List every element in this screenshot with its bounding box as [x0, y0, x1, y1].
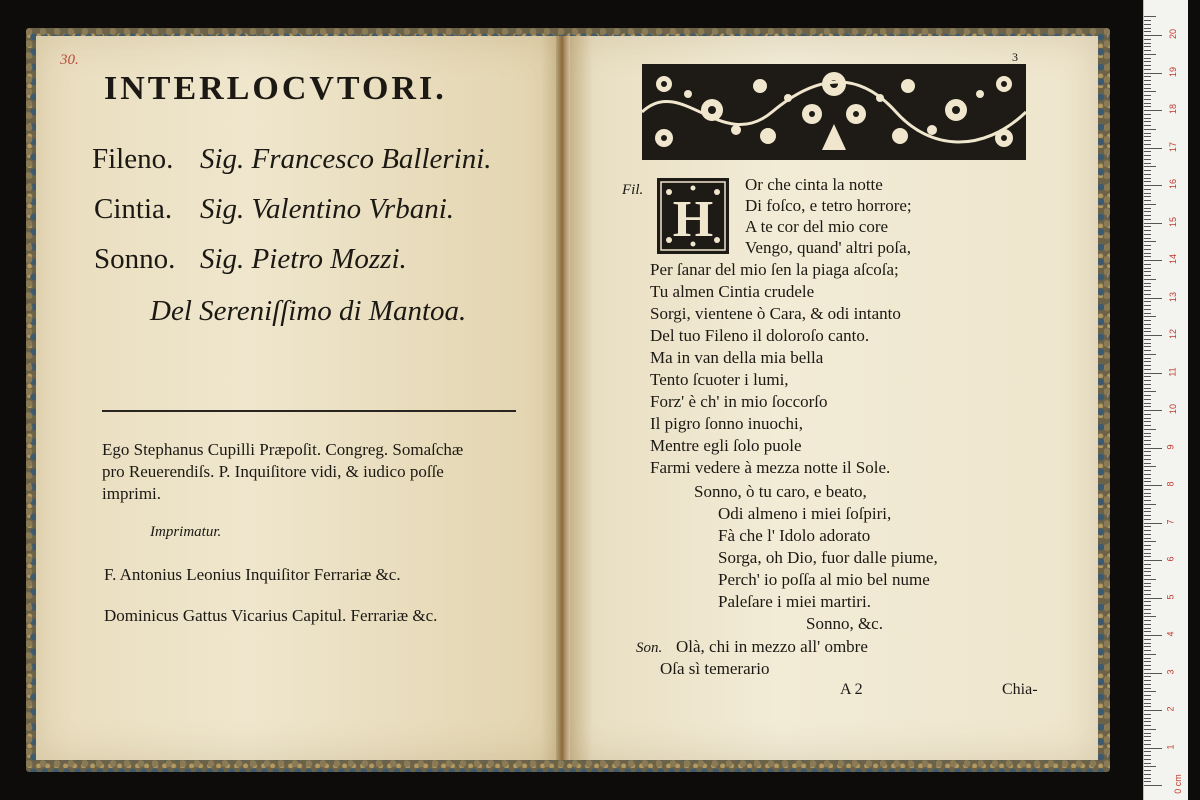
ruler-tick: [1144, 481, 1151, 482]
ruler-tick: [1144, 76, 1151, 77]
ruler-tick: [1144, 163, 1151, 164]
ruler-tick: [1144, 759, 1151, 760]
ruler-tick: [1144, 616, 1156, 617]
ruler-tick: [1144, 69, 1151, 70]
verse-line: Sorgi, vientene ò Cara, & odi intanto: [650, 304, 901, 323]
ruler-tick: [1144, 556, 1151, 557]
ruler-tick: [1144, 710, 1162, 711]
ruler-tick: [1144, 365, 1151, 366]
ruler-tick: [1144, 534, 1151, 535]
ruler-tick: [1144, 204, 1156, 205]
ruler-tick: [1144, 245, 1151, 246]
ruler-tick: [1144, 583, 1151, 584]
ruler-tick: [1144, 253, 1151, 254]
ruler-tick: [1144, 601, 1151, 602]
verse-line: Forz' è ch' in mio ſoccorſo: [650, 392, 828, 411]
ruler-tick: [1144, 264, 1151, 265]
ruler-tick: [1144, 594, 1151, 595]
ruler-tick: [1144, 159, 1151, 160]
ruler-number: 12: [1168, 328, 1179, 340]
ruler-tick: [1144, 84, 1151, 85]
ruler-tick: [1144, 290, 1151, 291]
ruler-tick: [1144, 46, 1151, 47]
ruler-tick: [1144, 114, 1151, 115]
ruler-tick: [1144, 751, 1151, 752]
ruler-tick: [1144, 478, 1151, 479]
ruler-tick: [1144, 166, 1156, 167]
ruler-number: 14: [1168, 253, 1179, 265]
ruler-tick: [1144, 391, 1156, 392]
woodcut-ornament-headpiece: [642, 64, 1026, 160]
ruler-tick: [1144, 470, 1151, 471]
ruler-tick: [1144, 313, 1151, 314]
svg-text:H: H: [672, 191, 714, 248]
ruler-tick: [1144, 129, 1156, 130]
ruler-tick: [1144, 646, 1151, 647]
ruler-tick: [1144, 706, 1151, 707]
ruler-tick: [1144, 226, 1151, 227]
verse-line: Olà, chi in mezzo all' ombre: [676, 637, 868, 656]
ruler-tick: [1144, 24, 1151, 25]
ruler-tick: [1144, 54, 1156, 55]
ruler-tick: [1144, 598, 1162, 599]
ruler-tick: [1144, 328, 1151, 329]
ruler-tick: [1144, 729, 1156, 730]
ruler-tick: [1144, 695, 1151, 696]
ruler-tick: [1144, 466, 1156, 467]
ruler-tick: [1144, 309, 1151, 310]
ruler-tick: [1144, 43, 1151, 44]
ruler-tick: [1144, 568, 1151, 569]
ruler-tick: [1144, 691, 1156, 692]
ruler-tick: [1144, 433, 1151, 434]
verse-line: A te cor del mio core: [745, 217, 889, 236]
speaker-fileno: Fil.: [622, 182, 644, 198]
ruler-tick: [1144, 721, 1151, 722]
ruler-tick: [1144, 140, 1151, 141]
verse-line: Sorga, oh Dio, fuor dalle piume,: [718, 548, 938, 567]
ruler-tick: [1144, 106, 1151, 107]
ruler-tick: [1144, 628, 1151, 629]
ruler-tick: [1144, 103, 1151, 104]
ruler-tick: [1144, 260, 1162, 261]
ruler-tick: [1144, 425, 1151, 426]
ruler-tick: [1144, 748, 1162, 749]
ruler-tick: [1144, 763, 1151, 764]
measurement-ruler: [1143, 0, 1188, 800]
catchword: Chia-: [1002, 681, 1038, 698]
ruler-tick: [1144, 579, 1156, 580]
ruler-tick: [1144, 234, 1151, 235]
ruler-tick: [1144, 571, 1151, 572]
ruler-tick: [1144, 211, 1151, 212]
ruler-tick: [1144, 515, 1151, 516]
ruler-tick: [1144, 174, 1151, 175]
ruler-tick: [1144, 301, 1151, 302]
ruler-tick: [1144, 676, 1151, 677]
ruler-tick: [1144, 541, 1156, 542]
ruler-tick: [1144, 95, 1151, 96]
cast-role-sonno: Sonno.: [94, 243, 176, 275]
cast-actor-sonno: Sig. Pietro Mozzi.: [200, 243, 407, 275]
ruler-tick: [1144, 361, 1151, 362]
cast-heading: INTERLOCVTORI.: [104, 70, 447, 107]
ruler-tick: [1144, 125, 1151, 126]
ruler-tick: [1144, 20, 1151, 21]
ruler-tick: [1144, 511, 1151, 512]
separator-rule: [102, 410, 516, 412]
ruler-tick: [1144, 118, 1151, 119]
ruler-tick: [1144, 271, 1151, 272]
imprimatur-line-3: imprimi.: [102, 484, 162, 503]
ruler-tick: [1144, 736, 1151, 737]
ruler-tick: [1144, 654, 1156, 655]
ruler-number: 10: [1168, 403, 1179, 415]
ruler-tick: [1144, 61, 1151, 62]
ruler-tick: [1144, 39, 1151, 40]
signature-inquisitor: F. Antonius Leonius Inquiſitor Ferrariæ &c.: [104, 565, 401, 584]
ruler-tick: [1144, 320, 1151, 321]
ruler-number: 20: [1168, 28, 1179, 40]
ruler-tick: [1144, 249, 1151, 250]
verse-line: Odi almeno i miei ſoſpiri,: [718, 504, 892, 523]
book-gutter: [556, 36, 570, 760]
verse-line: Tento ſcuoter i lumi,: [650, 370, 789, 389]
ruler-tick: [1144, 733, 1151, 734]
ruler-tick: [1144, 331, 1151, 332]
imprimatur-label: Imprimatur.: [150, 524, 222, 540]
ruler-tick: [1144, 99, 1151, 100]
ruler-number: 0 cm: [1172, 774, 1183, 794]
ruler-tick: [1144, 388, 1151, 389]
ruler-number: 13: [1168, 291, 1179, 302]
ruler-tick: [1144, 620, 1151, 621]
ruler-tick: [1144, 380, 1151, 381]
ruler-tick: [1144, 688, 1151, 689]
ruler-tick: [1144, 373, 1162, 374]
ruler-tick: [1144, 575, 1151, 576]
ruler-tick: [1144, 399, 1151, 400]
ruler-tick: [1144, 785, 1162, 786]
ruler-tick: [1144, 560, 1162, 561]
cast-actor-fileno: Sig. Francesco Ballerini.: [200, 143, 492, 175]
ruler-tick: [1144, 493, 1151, 494]
ruler-tick: [1144, 669, 1151, 670]
verse-line: Mentre egli ſolo puole: [650, 436, 802, 455]
ruler-tick: [1144, 283, 1151, 284]
ruler-number: 11: [1167, 366, 1178, 377]
ruler-tick: [1144, 343, 1151, 344]
ruler-tick: [1144, 605, 1151, 606]
ruler-tick: [1144, 268, 1151, 269]
ruler-tick: [1144, 28, 1151, 29]
ruler-tick: [1144, 586, 1151, 587]
ruler-tick: [1144, 496, 1151, 497]
ruler-tick: [1144, 530, 1151, 531]
ruler-tick: [1144, 418, 1151, 419]
ruler-tick: [1144, 91, 1156, 92]
ruler-tick: [1144, 414, 1151, 415]
ruler-tick: [1144, 744, 1151, 745]
ruler-tick: [1144, 714, 1151, 715]
ruler-tick: [1144, 766, 1156, 767]
ruler-tick: [1144, 346, 1151, 347]
verse-line: Perch' io poſſa al mio bel nume: [718, 570, 930, 589]
ruler-tick: [1144, 448, 1162, 449]
ruler-tick: [1144, 294, 1151, 295]
ruler-tick: [1144, 770, 1151, 771]
ruler-tick: [1144, 136, 1151, 137]
ruler-tick: [1144, 384, 1151, 385]
ruler-tick: [1144, 148, 1162, 149]
ruler-tick: [1144, 643, 1151, 644]
ruler-tick: [1144, 436, 1151, 437]
speaker-sonno: Son.: [636, 640, 663, 656]
ruler-tick: [1144, 88, 1151, 89]
ruler-tick: [1144, 406, 1151, 407]
ruler-tick: [1144, 324, 1151, 325]
ruler-tick: [1144, 639, 1151, 640]
ruler-tick: [1144, 451, 1151, 452]
ruler-tick: [1144, 193, 1151, 194]
ruler-tick: [1144, 778, 1151, 779]
ruler-tick: [1144, 151, 1151, 152]
signature-vicarius: Dominicus Gattus Vicarius Capitul. Ferrariæ &c.: [104, 606, 438, 625]
ruler-tick: [1144, 703, 1151, 704]
ruler-number: 19: [1168, 66, 1179, 77]
ruler-tick: [1144, 58, 1151, 59]
ruler-tick: [1144, 725, 1151, 726]
ruler-number: 17: [1168, 141, 1179, 152]
ruler-tick: [1144, 489, 1151, 490]
ruler-tick: [1144, 699, 1151, 700]
ruler-tick: [1144, 305, 1151, 306]
ruler-tick: [1144, 421, 1151, 422]
ruler-tick: [1144, 624, 1151, 625]
ruler-tick: [1144, 31, 1151, 32]
verse-line: Paleſare i miei martiri.: [718, 592, 871, 611]
ruler-tick: [1144, 429, 1156, 430]
ruler-tick: [1144, 121, 1151, 122]
ruler-tick: [1144, 781, 1151, 782]
ruler-tick: [1144, 504, 1156, 505]
ruler-tick: [1144, 549, 1151, 550]
verse-line: Fà che l' Idolo adorato: [718, 526, 871, 545]
ruler-tick: [1144, 80, 1151, 81]
ruler-tick: [1144, 463, 1151, 464]
corner-mark: 30.: [60, 52, 79, 68]
ruler-tick: [1144, 500, 1151, 501]
ruler-number: 16: [1168, 178, 1179, 190]
cast-role-cintia: Cintia.: [94, 193, 173, 225]
ruler-tick: [1144, 316, 1156, 317]
ruler-tick: [1144, 241, 1156, 242]
ruler-tick: [1144, 178, 1151, 179]
ruler-tick: [1144, 35, 1162, 36]
ruler-number: 6: [1165, 556, 1176, 562]
verse-line: Vengo, quand' altri poſa,: [745, 238, 911, 257]
ruler-tick: [1144, 718, 1151, 719]
ruler-tick: [1144, 286, 1151, 287]
dedication: Del Sereniſſimo di Mantoa.: [150, 295, 467, 327]
ruler-number: 9: [1165, 443, 1176, 450]
ruler-tick: [1144, 609, 1151, 610]
verse-line: Tu almen Cintia crudele: [650, 282, 815, 301]
ruler-tick: [1144, 189, 1151, 190]
ruler-tick: [1144, 523, 1162, 524]
verse-line: Ma in van della mia bella: [650, 348, 824, 367]
ruler-number: 15: [1168, 216, 1179, 227]
ruler-tick: [1144, 684, 1151, 685]
ruler-tick: [1144, 661, 1151, 662]
ruler-tick: [1144, 339, 1151, 340]
verse-line: Farmi vedere à mezza notte il Sole.: [650, 458, 891, 477]
ruler-tick: [1144, 410, 1162, 411]
decorated-initial-h: [657, 178, 729, 254]
ruler-tick: [1144, 215, 1151, 216]
ruler-tick: [1144, 545, 1151, 546]
ruler-tick: [1144, 376, 1151, 377]
ruler-tick: [1144, 73, 1162, 74]
verse-line: Oſa sì temerario: [660, 659, 770, 678]
ruler-tick: [1144, 455, 1151, 456]
cast-role-fileno: Fileno.: [92, 143, 174, 175]
ruler-tick: [1144, 485, 1162, 486]
ruler-tick: [1144, 185, 1162, 186]
verse-line: Del tuo Fileno il doloroſo canto.: [650, 326, 870, 345]
signature-mark: A 2: [840, 681, 863, 698]
ruler-tick: [1144, 564, 1151, 565]
ruler-number: 8: [1165, 481, 1176, 487]
ruler-tick: [1144, 665, 1151, 666]
ruler-tick: [1144, 474, 1151, 475]
verse-line: Sonno, ò tu caro, e beato,: [694, 482, 867, 501]
ruler-tick: [1144, 335, 1162, 336]
ruler-tick: [1144, 133, 1151, 134]
ruler-tick: [1144, 181, 1151, 182]
ruler-number: 1: [1165, 743, 1176, 750]
ruler-number: 3: [1165, 668, 1176, 675]
ruler-tick: [1144, 508, 1151, 509]
ruler-tick: [1144, 553, 1151, 554]
ruler-tick: [1144, 16, 1156, 17]
ruler-tick: [1144, 403, 1151, 404]
ruler-tick: [1144, 144, 1151, 145]
imprimatur-line-2: pro Reuerendiſs. P. Inquiſitore vidi, & iudico poſſe: [102, 462, 444, 481]
ruler-tick: [1144, 110, 1162, 111]
ruler-tick: [1144, 170, 1151, 171]
verse-line: Il pigro ſonno inuochi,: [650, 414, 803, 433]
ruler-tick: [1144, 256, 1151, 257]
ruler-tick: [1144, 635, 1162, 636]
ruler-number: 7: [1165, 518, 1176, 525]
ruler-tick: [1144, 208, 1151, 209]
cast-actor-cintia: Sig. Valentino Vrbani.: [200, 193, 455, 225]
ruler-tick: [1144, 50, 1151, 51]
imprimatur-line-1: Ego Stephanus Cupilli Præpoſit. Congreg. Somaſchæ: [102, 440, 464, 459]
ruler-tick: [1144, 774, 1151, 775]
ruler-tick: [1144, 755, 1151, 756]
ruler-tick: [1144, 354, 1156, 355]
ruler-tick: [1144, 631, 1151, 632]
ruler-number: 4: [1165, 631, 1176, 637]
ruler-number: 5: [1165, 593, 1176, 600]
verse-line: Or che cinta la notte: [745, 175, 883, 194]
ruler-tick: [1144, 358, 1151, 359]
ruler-tick: [1144, 219, 1151, 220]
ruler-tick: [1144, 275, 1151, 276]
ruler-tick: [1144, 279, 1156, 280]
ruler-tick: [1144, 350, 1151, 351]
ruler-tick: [1144, 223, 1162, 224]
ruler-tick: [1144, 440, 1151, 441]
ruler-tick: [1144, 538, 1151, 539]
ruler-tick: [1144, 526, 1151, 527]
ruler-number: 18: [1168, 103, 1179, 115]
ruler-tick: [1144, 298, 1162, 299]
ruler-tick: [1144, 658, 1151, 659]
page-number: 3: [1012, 50, 1018, 64]
ruler-tick: [1144, 230, 1151, 231]
ruler-tick: [1144, 155, 1151, 156]
ruler-tick: [1144, 680, 1151, 681]
ruler-tick: [1144, 673, 1162, 674]
verse-refrain: Sonno, &c.: [806, 614, 883, 633]
ruler-tick: [1144, 369, 1151, 370]
ruler-tick: [1144, 65, 1151, 66]
verse-line: Per ſanar del mio ſen la piaga aſcoſa;: [650, 260, 899, 279]
ruler-tick: [1144, 196, 1151, 197]
ruler-tick: [1144, 459, 1151, 460]
ruler-tick: [1144, 395, 1151, 396]
ruler-tick: [1144, 650, 1151, 651]
ruler-tick: [1144, 590, 1151, 591]
verse-line: Di foſco, e tetro horrore;: [745, 196, 912, 215]
ruler-tick: [1144, 444, 1151, 445]
ruler-tick: [1144, 740, 1151, 741]
ruler-tick: [1144, 519, 1151, 520]
ruler-tick: [1144, 200, 1151, 201]
ruler-tick: [1144, 238, 1151, 239]
ruler-tick: [1144, 613, 1151, 614]
ruler-number: 2: [1165, 706, 1176, 712]
